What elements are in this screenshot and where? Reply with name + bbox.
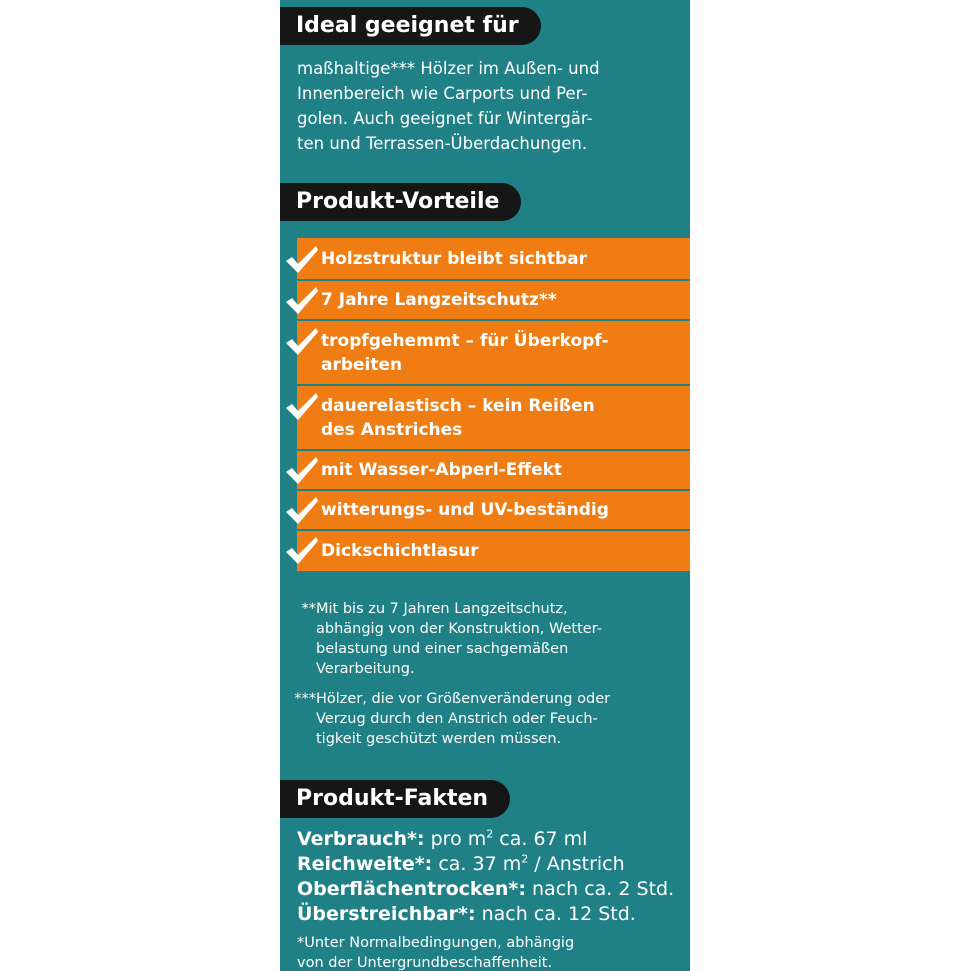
product-info-panel	[280, 0, 690, 971]
fact-value: ca. 37 m	[432, 853, 522, 875]
advantage-item	[297, 321, 690, 386]
footnote-line: tigkeit geschützt werden müssen.	[316, 731, 562, 747]
fact-value: pro m	[424, 828, 487, 850]
advantage-line: 7 Jahre Langzeitschutz**	[321, 290, 557, 310]
facts-note	[297, 933, 682, 971]
ideal-heading: Ideal geeignet für	[280, 7, 541, 45]
footnote-line: abhängig von der Konstruktion, Wetter-	[316, 621, 602, 637]
checkmark-icon	[284, 453, 320, 489]
footnote-line: belastung und einer sachgemäßen	[316, 641, 569, 657]
advantage-item	[297, 531, 690, 571]
fact-sup: 2	[521, 852, 529, 866]
fact-consumption	[297, 827, 687, 852]
fact-label: Verbrauch*:	[297, 828, 425, 850]
note-line: *Unter Normalbedingungen, abhängig	[297, 935, 575, 951]
advantage-line: witterungs- und UV-beständig	[321, 500, 609, 520]
advantages-heading: Produkt-Vorteile	[280, 183, 521, 221]
advantage-item	[297, 281, 690, 321]
fact-label: Reichweite*:	[297, 853, 433, 875]
checkmark-icon	[284, 389, 320, 425]
fact-surface-dry	[297, 877, 687, 902]
fact-coverage	[297, 852, 687, 877]
ideal-line: ten und Terrassen-Überdachungen.	[297, 134, 588, 153]
footnote-longterm	[284, 599, 651, 679]
note-line: von der Untergrundbeschaffenheit.	[297, 955, 553, 971]
advantage-line: Dickschichtlasur	[321, 541, 479, 561]
ideal-line: Innenbereich wie Carports und Per-	[297, 84, 588, 103]
footnote-line: Verarbeitung.	[316, 661, 415, 677]
footnote-woods	[284, 689, 651, 749]
fact-sup: 2	[486, 827, 494, 841]
advantage-item	[297, 451, 690, 491]
facts-list	[297, 827, 687, 927]
fact-recoatable	[297, 902, 687, 927]
fact-value: nach ca. 12 Std.	[475, 903, 636, 925]
advantage-item	[297, 491, 690, 531]
advantage-line: mit Wasser-Abperl-Effekt	[321, 460, 563, 480]
fact-rest: / Anstrich	[528, 853, 625, 875]
footnote-mark: **	[301, 601, 316, 617]
checkmark-icon	[284, 242, 320, 278]
checkmark-icon	[284, 493, 320, 529]
ideal-line: maßhaltige*** Hölzer im Außen- und	[297, 59, 600, 78]
fact-rest: ca. 67 ml	[493, 828, 588, 850]
ideal-description	[297, 56, 682, 156]
fact-label: Überstreichbar*:	[297, 903, 476, 925]
advantage-line: Holzstruktur bleibt sichtbar	[321, 248, 588, 269]
ideal-line: golen. Auch geeignet für Wintergär-	[297, 109, 593, 128]
advantage-line: dauerelastisch – kein Reißen	[321, 395, 595, 416]
checkmark-icon	[284, 324, 320, 360]
advantage-line: arbeiten	[321, 354, 403, 375]
footnote-line: Mit bis zu 7 Jahren Langzeitschutz,	[316, 601, 568, 617]
facts-heading: Produkt-Fakten	[280, 780, 510, 818]
footnote-line: Verzug durch den Anstrich oder Feuch-	[316, 711, 598, 727]
fact-value: nach ca. 2 Std.	[525, 878, 675, 900]
advantage-line: des Anstriches	[321, 419, 463, 440]
fact-label: Oberflächentrocken*:	[297, 878, 526, 900]
checkmark-icon	[284, 533, 320, 569]
footnote-mark: ***	[294, 691, 316, 707]
footnote-line: Hölzer, die vor Größenveränderung oder	[316, 691, 611, 707]
checkmark-icon	[284, 283, 320, 319]
advantage-item	[297, 386, 690, 451]
advantage-line: tropfgehemmt – für Überkopf-	[321, 330, 609, 351]
advantage-item	[297, 238, 690, 281]
